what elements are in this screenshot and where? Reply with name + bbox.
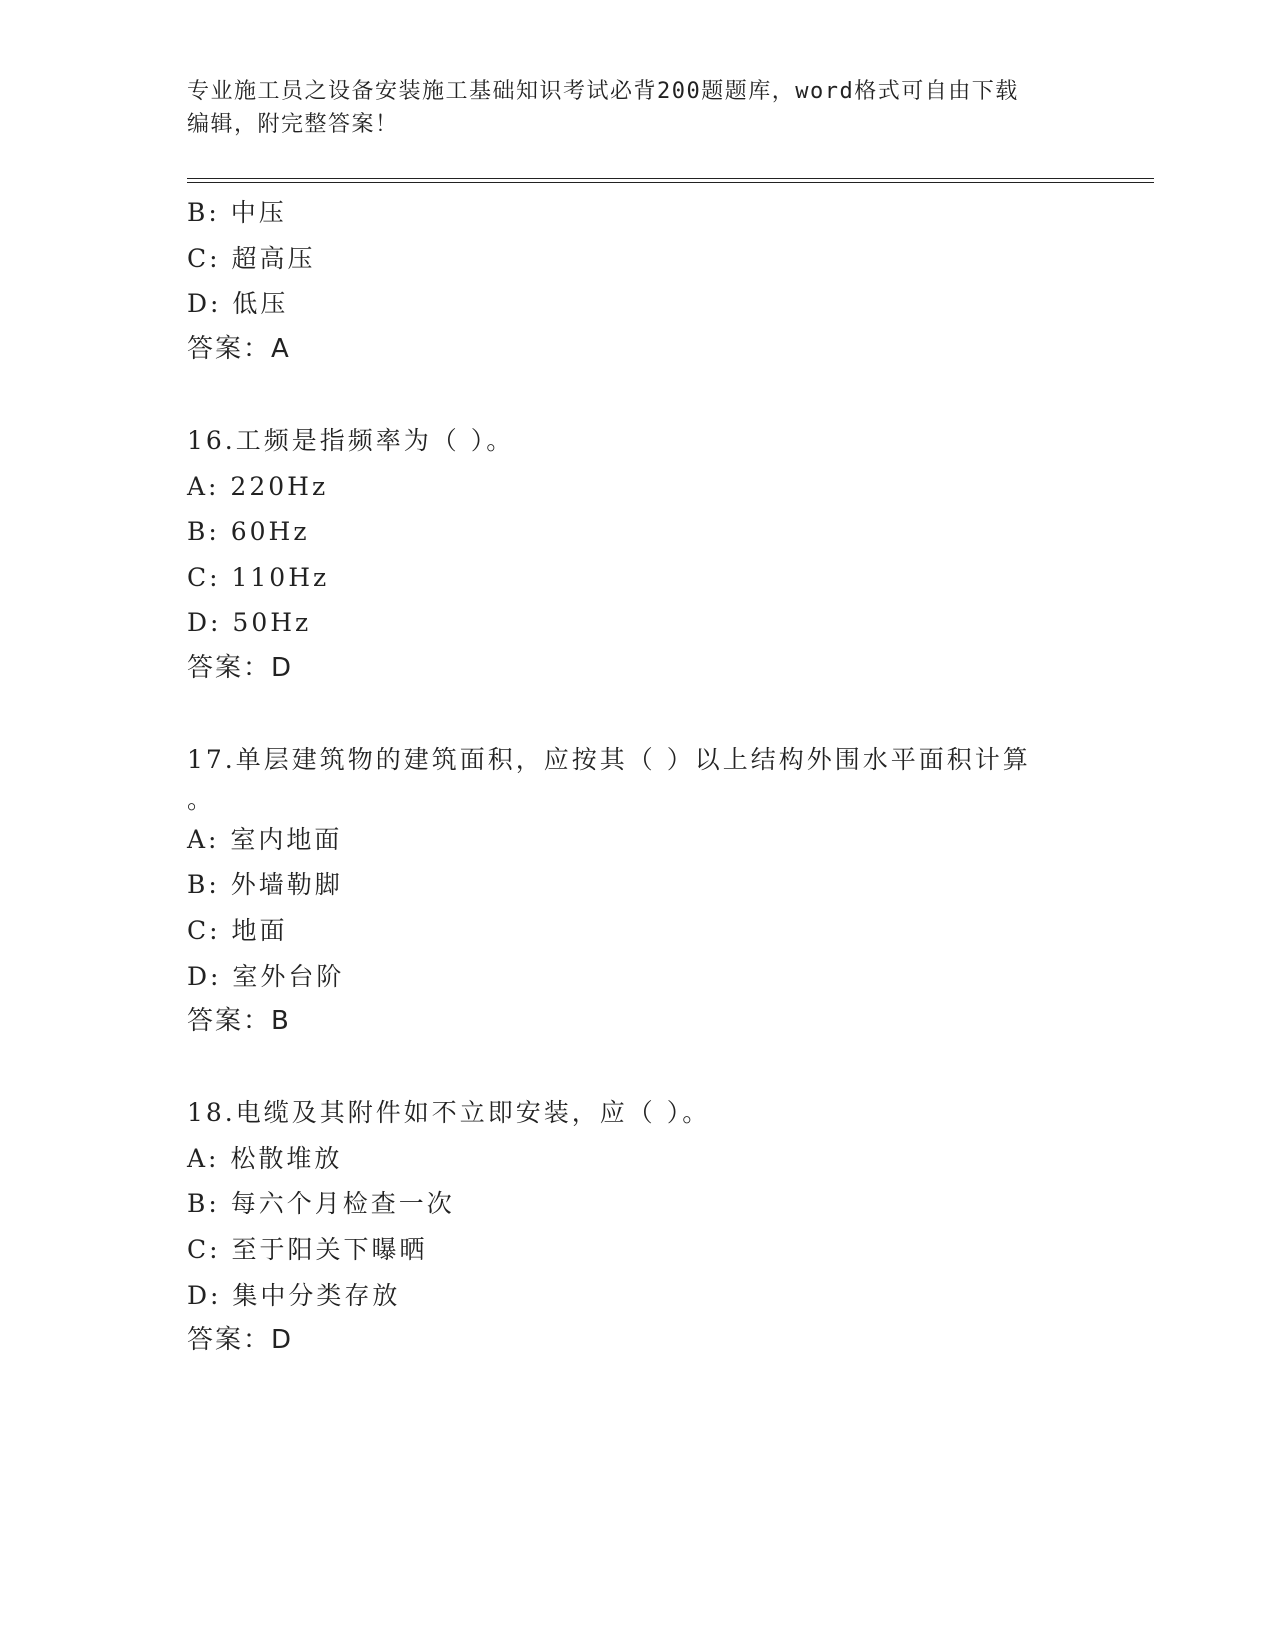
option-d: D: 50Hz	[187, 608, 312, 638]
option-c: C: 地面	[187, 915, 288, 945]
question-15-tail	[187, 190, 1087, 372]
option-b: B: 每六个月检查一次	[187, 1189, 455, 1219]
question-text: 16.工频是指频率为（ ）。	[187, 425, 515, 455]
option-b: B: 60Hz	[187, 517, 310, 547]
header-line-2: 编辑，附完整答案！	[187, 112, 399, 137]
question-list	[187, 190, 1087, 1364]
spacer	[187, 1045, 1087, 1091]
option-c: C: 超高压	[187, 243, 316, 273]
spacer	[187, 692, 1087, 738]
question-17	[187, 737, 1087, 1045]
question-text-continued: 。	[187, 784, 216, 814]
option-d: D: 集中分类存放	[187, 1280, 401, 1310]
header-divider-top	[187, 178, 1154, 179]
document-header	[187, 75, 1067, 141]
option-a: A: 松散堆放	[187, 1143, 343, 1173]
question-text: 17.单层建筑物的建筑面积，应按其（ ）以上结构外围水平面积计算	[187, 745, 1031, 775]
header-line-1: 专业施工员之设备安装施工基础知识考试必背200题题库，word格式可自由下载	[187, 79, 1019, 104]
option-d: D: 室外台阶	[187, 961, 345, 991]
option-a: A: 室内地面	[187, 824, 343, 854]
header-divider-bottom	[187, 182, 1154, 183]
option-d: D: 低压	[187, 289, 289, 319]
option-b: B: 外墙勒脚	[187, 870, 343, 900]
option-b: B: 中压	[187, 198, 287, 227]
question-text: 18.电缆及其附件如不立即安装，应（ ）。	[187, 1098, 711, 1128]
option-a: A: 220Hz	[187, 471, 329, 501]
answer-line: 答案：D	[187, 1325, 294, 1356]
question-18	[187, 1090, 1087, 1364]
answer-line: 答案：B	[187, 1006, 291, 1037]
option-c: C: 至于阳关下曝晒	[187, 1235, 428, 1265]
option-c: C: 110Hz	[187, 562, 330, 592]
answer-line: 答案：A	[187, 333, 291, 364]
question-16	[187, 418, 1087, 692]
answer-line: 答案：D	[187, 652, 294, 683]
spacer	[187, 372, 1087, 418]
